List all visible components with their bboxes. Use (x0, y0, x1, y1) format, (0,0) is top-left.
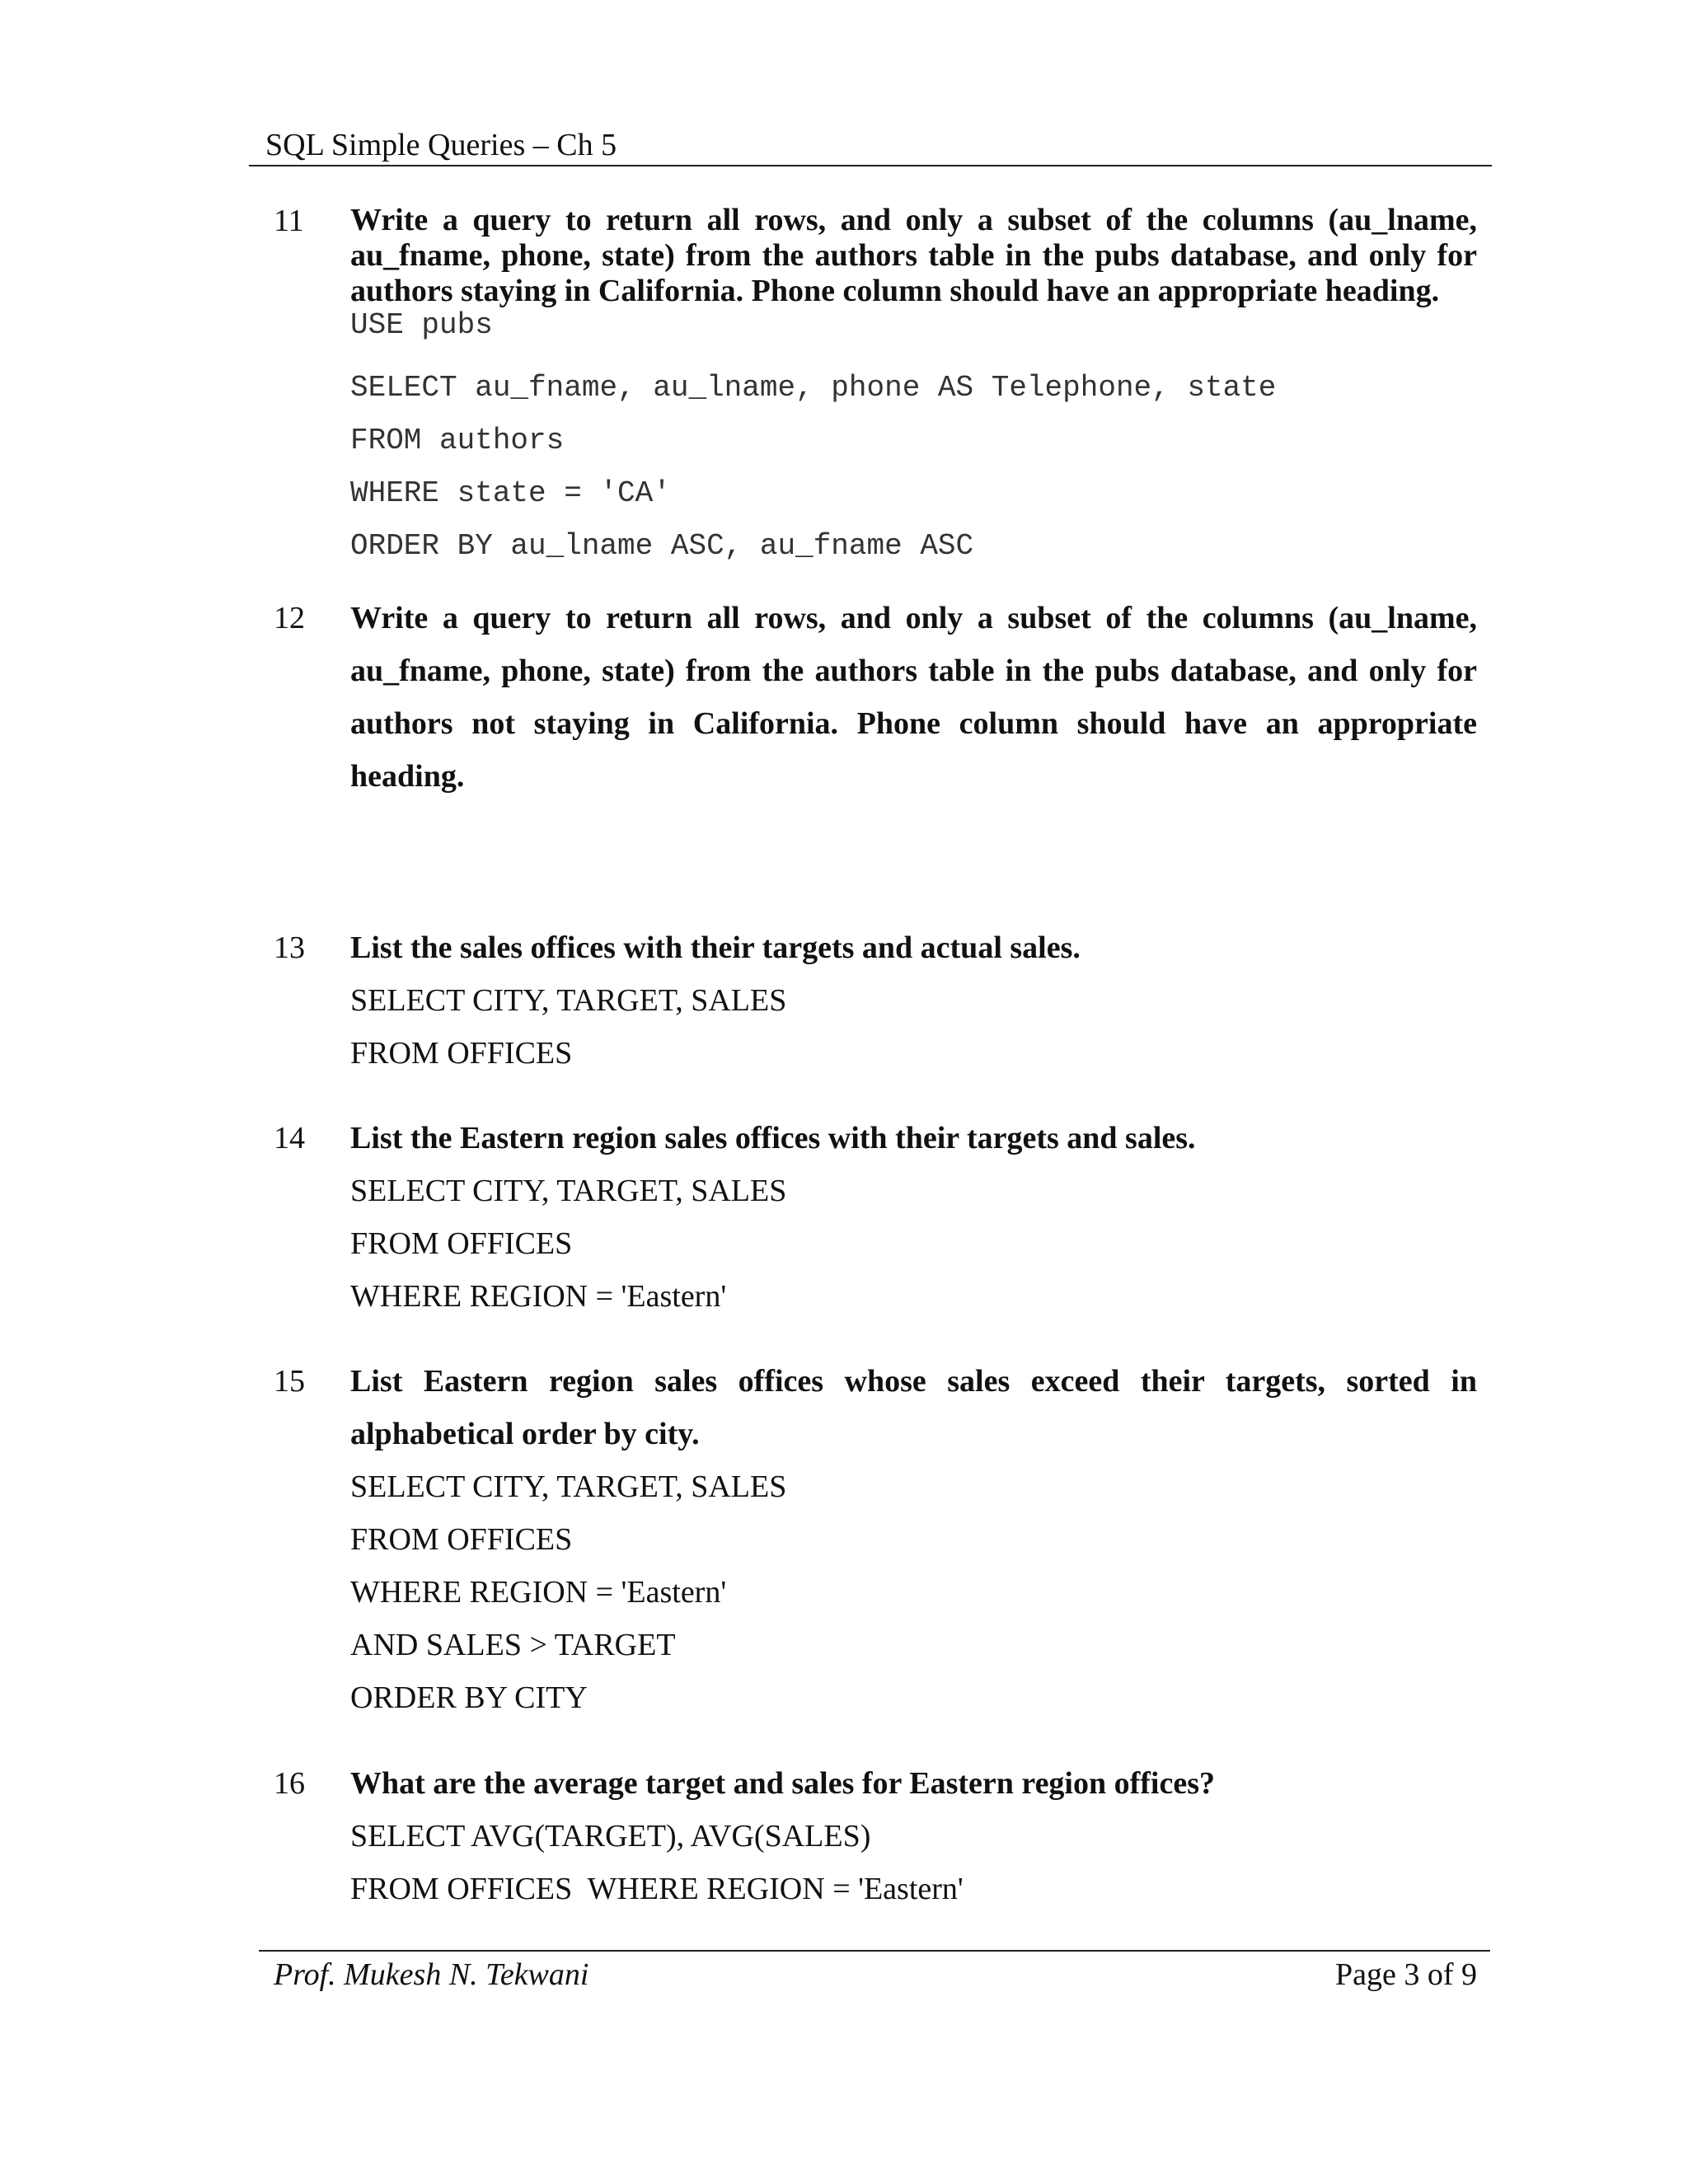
header-divider (249, 165, 1492, 166)
code-line: FROM OFFICES WHERE REGION = 'Eastern' (350, 1872, 964, 1906)
footer-divider (259, 1950, 1490, 1952)
code-line: SELECT CITY, TARGET, SALES (350, 1469, 787, 1504)
question-text: List the sales offices with their targets and actual sales. (350, 930, 1081, 965)
question-number: 16 (274, 1766, 305, 1801)
code-line: WHERE REGION = 'Eastern' (350, 1279, 727, 1314)
code-line: SELECT CITY, TARGET, SALES (350, 983, 787, 1018)
code-line: ORDER BY CITY (350, 1680, 588, 1715)
page-header-title: SQL Simple Queries – Ch 5 (265, 128, 617, 162)
code-line: SELECT AVG(TARGET), AVG(SALES) (350, 1819, 871, 1854)
question-body (350, 203, 1477, 573)
code-line: WHERE state = 'CA' (350, 476, 671, 510)
code-line: WHERE REGION = 'Eastern' (350, 1575, 727, 1610)
question-body (350, 1355, 1477, 1724)
code-line: USE pubs (350, 308, 493, 342)
page-number: Page 3 of 9 (1334, 1957, 1477, 1992)
question-text: What are the average target and sales for Eastern region offices? (350, 1766, 1216, 1801)
question-number: 12 (274, 601, 305, 635)
question-number: 14 (274, 1121, 305, 1155)
question-body (350, 1112, 1477, 1323)
code-line: SELECT CITY, TARGET, SALES (350, 1174, 787, 1208)
code-line: FROM OFFICES (350, 1522, 573, 1557)
code-line: AND SALES > TARGET (350, 1628, 676, 1662)
question-text: Write a query to return all rows, and only a subset of the columns (au_lname, au_fname, phone, state) from the authors table in the pubs database, and only for authors staying in California. Phone column should have an appropriate heading. (350, 203, 1477, 308)
question-body (350, 921, 1477, 1080)
question-text: List the Eastern region sales offices with their targets and sales. (350, 1121, 1196, 1155)
question-number: 13 (274, 930, 305, 965)
code-line: FROM OFFICES (350, 1036, 573, 1071)
code-line: ORDER BY au_lname ASC, au_fname ASC (350, 529, 974, 563)
question-body (350, 1757, 1477, 1915)
code-line: FROM authors (350, 424, 565, 457)
question-number: 15 (274, 1364, 305, 1399)
question-number: 11 (274, 204, 304, 238)
question-body (350, 592, 1477, 803)
code-line: FROM OFFICES (350, 1226, 573, 1261)
question-text: List Eastern region sales offices whose sales exceed their targets, sorted in alphabetical order by city. (350, 1364, 1477, 1451)
code-line: SELECT au_fname, au_lname, phone AS Telephone, state (350, 371, 1277, 405)
footer-author: Prof. Mukesh N. Tekwani (274, 1957, 589, 1992)
question-text: Write a query to return all rows, and only a subset of the columns (au_lname, au_fname, phone, state) from the authors table in the pubs database, and only for authors not staying in California. Phone column should have an appropriate heading. (350, 601, 1477, 794)
